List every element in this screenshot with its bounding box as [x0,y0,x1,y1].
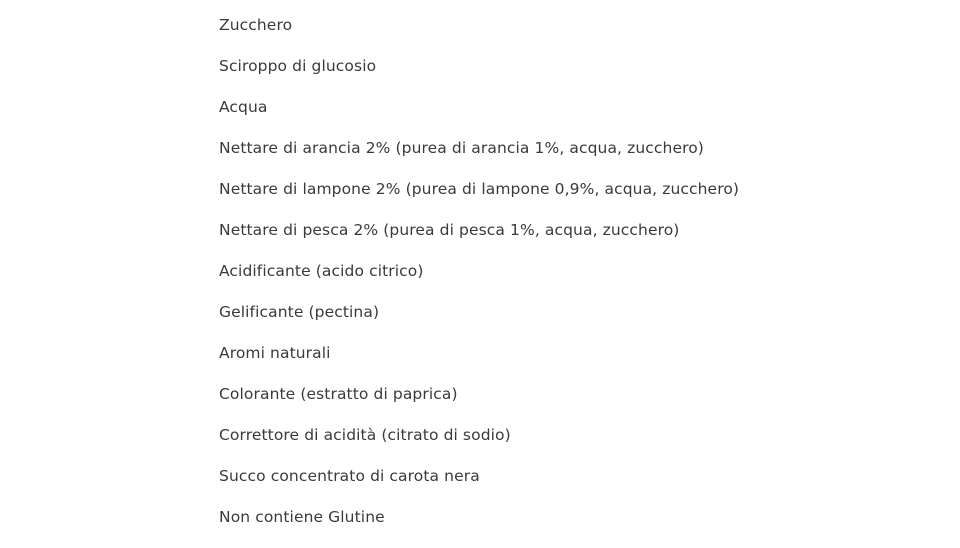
ingredient-item: Nettare di lampone 2% (purea di lampone 0,9%, acqua, zucchero) [219,180,740,198]
ingredient-item: Correttore di acidità (citrato di sodio) [219,426,511,444]
ingredient-item: Colorante (estratto di paprica) [219,385,458,403]
ingredient-item: Non contiene Glutine [219,508,385,526]
ingredient-item: Succo concentrato di carota nera [219,467,480,485]
ingredient-item: Nettare di arancia 2% (purea di arancia 1%, acqua, zucchero) [219,139,704,157]
ingredient-item: Zucchero [219,16,293,34]
ingredient-item: Gelificante (pectina) [219,303,380,321]
ingredient-item: Acidificante (acido citrico) [219,262,424,280]
ingredients-list [219,15,739,548]
ingredient-item: Acqua [219,98,268,116]
ingredient-item: Sciroppo di glucosio [219,57,377,75]
ingredient-item: Nettare di pesca 2% (purea di pesca 1%, acqua, zucchero) [219,221,680,239]
ingredient-item: Aromi naturali [219,344,331,362]
